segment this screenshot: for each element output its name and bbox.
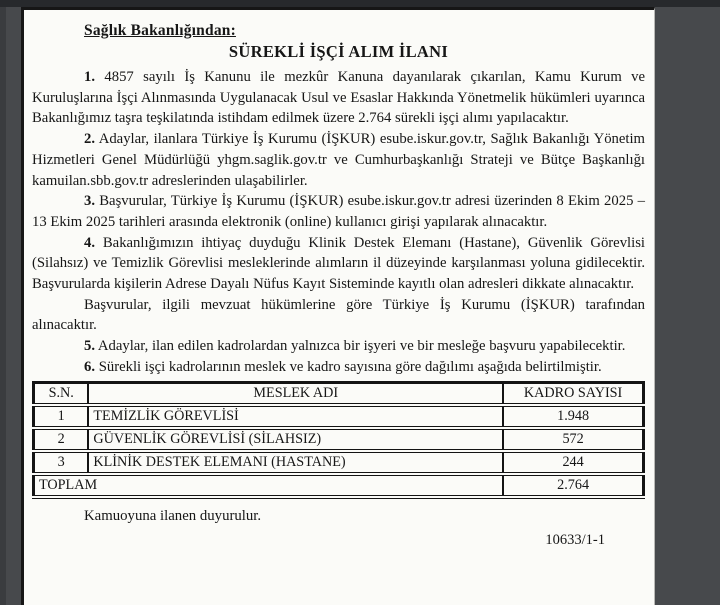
row-3-sn: 3: [34, 451, 89, 474]
paragraph-4: [32, 233, 645, 295]
row-3-kadro: 244: [503, 451, 643, 474]
paragraph-3-text: Başvurular, Türkiye İş Kurumu (İŞKUR) esube.iskur.gov.tr adresi üzerinden 8 Ekim 2025 – 13 Ekim 2025 tarihleri arasında elektronik (online) kullanıcı girişi yapılarak alınacaktır.: [32, 193, 646, 230]
row-2-kadro: 572: [503, 428, 643, 451]
row-1-sn: 1: [34, 405, 89, 428]
total-label: TOPLAM: [34, 474, 504, 497]
row-1-meslek: TEMİZLİK GÖREVLİSİ: [88, 405, 503, 428]
paragraph-4-number: 4.: [84, 234, 96, 251]
paragraph-1: [32, 67, 645, 129]
paragraph-unnumbered-text: Başvurular, ilgili mevzuat hükümlerine göre Türkiye İş Kurumu (İŞKUR) tarafından alınacaktır.: [32, 296, 645, 334]
table-header-row: [34, 382, 644, 405]
row-2-sn: 2: [34, 428, 89, 451]
total-value: 2.764: [503, 474, 643, 497]
paragraph-3: [32, 191, 645, 232]
viewer-left-strip: [0, 7, 6, 605]
paragraph-6: [32, 357, 645, 378]
issuer-heading: Sağlık Bakanlığından:: [84, 22, 236, 39]
paragraph-1-number: 1.: [84, 69, 96, 85]
paragraph-2: [32, 129, 645, 191]
paragraph-4-text: Bakanlığımızın ihtiyaç duyduğu Klinik Destek Elemanı (Hastane), Güvenlik Görevlisi (Silahsız) ve Temizlik Görevlisi mesleklerinde alımların il düzeyinde karşılanması yoluna gidilecektir. Başvurularda kişilerin Adrese Dayalı Nüfus Kayıt Sisteminde kayıtlı olan adresleri dikkate alınacaktır.: [32, 234, 645, 293]
paragraph-2-number: 2.: [84, 131, 96, 148]
header-meslek-adi: MESLEK ADI: [88, 382, 503, 405]
table-row: [34, 428, 644, 451]
viewer-top-strip: [0, 0, 720, 7]
row-3-meslek: KLİNİK DESTEK ELEMANI (HASTANE): [88, 451, 503, 474]
document-title: SÜREKLİ İŞÇİ ALIM İLANI: [228, 42, 449, 61]
paragraph-1-text: 4857 sayılı İş Kanunu ile mezkûr Kanuna dayanılarak çıkarılan, Kamu Kurum ve Kuruluşlarına İşçi Alınmasında Uygulanacak Usul ve Esaslar Hakkında Yönetmelik hükümleri uyarınca Bakanlığımız taşra teşkilatında istihdam edilmek üzere 2.764 sürekli işçi alımı yapılacaktır.: [32, 69, 646, 127]
table-row: [34, 405, 644, 428]
paragraph-6-text: Sürekli işçi kadrolarının meslek ve kadro sayısına göre dağılımı aşağıda belirtilmiştir.: [98, 358, 602, 375]
closing-statement: Kamuoyuna ilanen duyurulur.: [84, 507, 262, 524]
paragraph-5: [32, 336, 645, 357]
header-kadro-sayisi: KADRO SAYISI: [503, 382, 643, 405]
paragraph-6-number: 6.: [84, 358, 96, 375]
paragraph-3-number: 3.: [84, 193, 96, 210]
paragraph-5-number: 5.: [84, 338, 96, 355]
row-1-kadro: 1.948: [503, 405, 643, 428]
header-sn: S.N.: [34, 382, 89, 405]
table-total-row: [34, 474, 644, 497]
paragraph-5-text: Adaylar, ilan edilen kadrolardan yalnızca bir işyeri ve bir mesleğe başvuru yapabilecektir.: [97, 338, 626, 355]
paragraph-2-text: Adaylar, ilanlara Türkiye İş Kurumu (İŞKUR) esube.iskur.gov.tr, Sağlık Bakanlığı Yönetim Hizmetleri Genel Müdürlüğü yhgm.saglik.gov.tr ve Cumhurbaşkanlığı Strateji ve Bütçe Başkanlığı kamuilan.sbb.gov.tr adreslerinden ulaşabilirler.: [32, 131, 645, 189]
staff-quota-table: [32, 381, 645, 499]
paragraph-unnumbered: [32, 295, 645, 336]
table-row: [34, 451, 644, 474]
row-2-meslek: GÜVENLİK GÖREVLİSİ (SİLAHSIZ): [88, 428, 503, 451]
document-page: [21, 7, 655, 605]
announcement-reference-number: 10633/1-1: [545, 531, 605, 548]
